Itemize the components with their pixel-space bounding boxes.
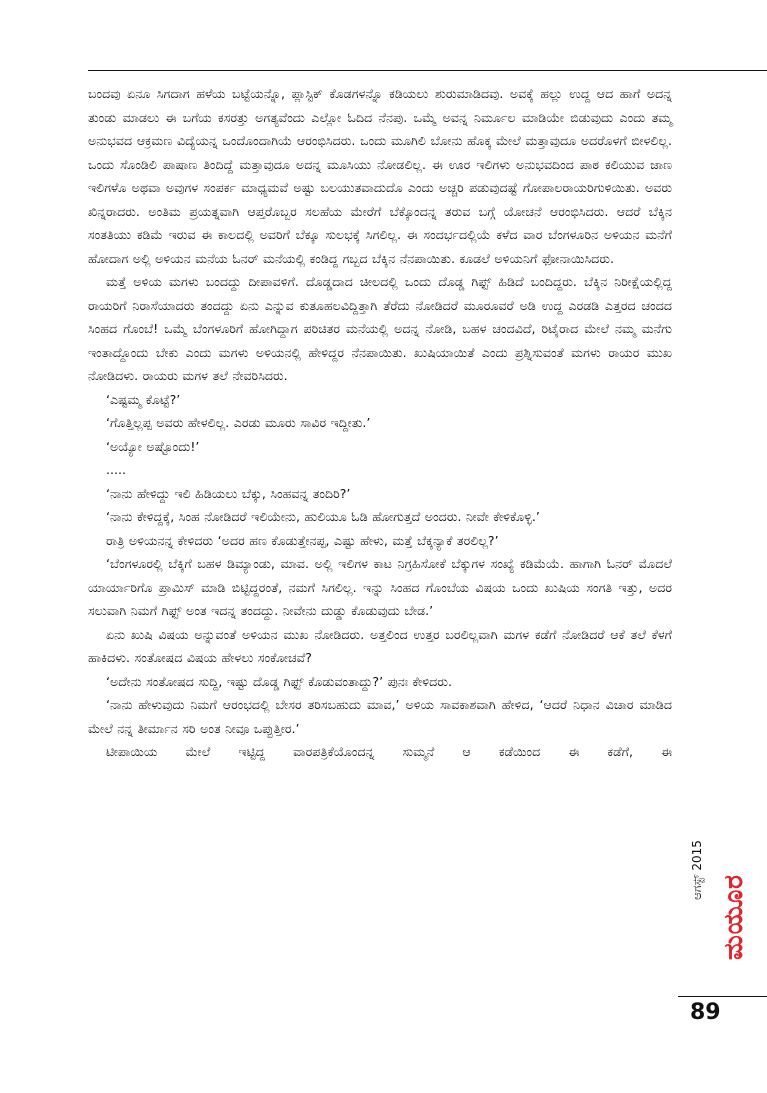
footer-rule	[678, 996, 767, 997]
page-number: 89	[690, 1000, 721, 1025]
ellipsis-line: .....	[106, 462, 127, 477]
paragraph: ಮತ್ತೆ ಅಳಿಯ ಮಗಳು ಬಂದದ್ದು ದೀಪಾವಳಿಗೆ. ದೊಡ್ಡದಾದ ಚೀಲದಲ್ಲಿ ಒಂದು ದೊಡ್ಡ ಗಿಫ್ಟ್ ಹಿಡಿದೆ ಬಂದಿದ್ದರು. ಬೆಕ್ಕಿನ ನಿರೀಕ್ಷೆಯಲ್ಲಿದ್ದ ರಾಯರಿಗೆ ನಿರಾಸೆಯಾದರು ತಂದದ್ದು ಏನು ಎನ್ನುವ ಕುತೂಹಲವಿದ್ದಿತ್ತಾಗಿ ತೆರೆದು ನೋಡಿದರೆ ಮೂರೂವರೆ ಅಡಿ ಉದ್ದ ಎರಡಡಿ ಎತ್ತರದ ಚಂದದ ಸಿಂಹದ ಗೊಂಬೆ! ಒಮ್ಮೆ ಬೆಂಗಳೂರಿಗೆ ಹೋಗಿದ್ದಾಗ ಪರಿಚಿತರ ಮನೆಯಲ್ಲಿ ಅದನ್ನ ನೋಡಿ, ಬಹಳ ಚಂದವಿದೆ, ರಿಟೈರಾದ ಮೇಲೆ ನಮ್ಮ ಮನೆಗು ಇಂತಾದ್ದೊಂದು ಬೇಕು ಎಂದು ಮಗಳು ಅಳಿಯನಲ್ಲಿ ಹೇಳಿದ್ದರ ನೆನಪಾಯಿತು. ಖುಷಿಯಾಯಿತೆ ಎಂದು ಪ್ರಶ್ನಿಸುವಂತೆ ಮಗಳು ರಾಯರ ಮುಖ ನೋಡಿದಳು. ರಾಯರು ಮಗಳ ತಲೆ ನೇವರಿಸಿದರು.	[88, 274, 672, 383]
issue-date: ಆಗಸ್ಟ್ 2015	[690, 840, 704, 900]
dialogue-line: ರಾತ್ರಿ ಅಳಿಯನನ್ನ ಕೇಳಿದರು ‘ಅದರ ಹಣ ಕೊಡುತ್ತೇನಪ್ಪ, ಎಷ್ಟು ಹೇಳು, ಮತ್ತೆ ಬೆಕ್ಕನ್ಯಾಕೆ ತರಲಿಲ್ಲ?’	[106, 532, 499, 548]
dialogue-line: ‘ಗೊತ್ತಿಲ್ಲಪ್ಪ ಅವರು ಹೇಳಲಿಲ್ಲ. ಎರಡು ಮೂರು ಸಾವಿರ ಇದ್ದೀತು.’	[106, 415, 371, 430]
paragraph: ಏನು ಖುಷಿ ವಿಷಯ ಅನ್ನುವಂತೆ ಅಳಿಯನ ಮುಖ ನೋಡಿದರು. ಅತ್ತಲಿಂದ ಉತ್ತರ ಬರಲಿಲ್ಲವಾಗಿ ಮಗಳ ಕಡೆಗೆ ನೋಡಿದರೆ ಆಕೆ ತಲೆ ಕೆಳಗೆ ಹಾಕಿದಳು. ಸಂತೋಷದ ವಿಷಯ ಹೇಳಲು ಸಂಕೋಚವೆ?	[88, 626, 672, 665]
magazine-logo: ಮಯೂರ	[719, 874, 749, 960]
paragraph-continued: ಟೀಪಾಯಿಯ ಮೇಲೆ ಇಟ್ಟಿದ್ದ ವಾರಪತ್ರಿಕೆಯೊಂದನ್ನ ಸುಮ್ಮನೆ ಆ ಕಡೆಯಿಂದ ಈ ಕಡೆಗೆ, ಈ	[106, 744, 672, 759]
top-rule	[88, 70, 767, 71]
dialogue-line: ‘ಬೆಂಗಳೂರಲ್ಲಿ ಬೆಕ್ಕಿಗೆ ಬಹಳ ಡಿಮ್ಯಾಂಡು, ಮಾವ. ಅಲ್ಲಿ ಇಲಿಗಳ ಕಾಟ ನಿಗ್ರಹಿಸೋಕೆ ಬೆಕ್ಕುಗಳ ಸಂಖ್ಯೆ ಕಡಿಮೆಯೆ. ಹಾಗಾಗಿ ಓನರ್ ಮೊದಲೆ ಯಾರ್ಯಾರಿಗೊ ಪ್ರಾಮಿಸ್ ಮಾಡಿ ಬಿಟ್ಟಿದ್ದರಂತೆ, ನಮಗೆ ಸಿಗಲಿಲ್ಲ. ಇನ್ನು ಸಿಂಹದ ಗೊಂಬೆಯ ವಿಷಯ ಒಂದು ಖುಷಿಯ ಸಂಗತಿ ಇತ್ತು, ಅದರ ಸಲುವಾಗಿ ನಿಮಗೆ ಗಿಫ್ಟ್ ಅಂತ ಇದನ್ನ ತಂದದ್ದು. ನೀವೇನು ದುಡ್ಡು ಕೊಡುವುದು ಬೇಡ.’	[88, 556, 672, 618]
dialogue-line: ‘ಅಯ್ಯೋ ಅಷ್ಟೊಂದು!’	[106, 438, 200, 454]
dialogue-line: ‘ಎಷ್ಟಮ್ಮ ಕೊಟ್ಟೆ?’	[106, 391, 181, 407]
article-body	[88, 82, 672, 764]
dialogue-line: ‘ನಾನು ಹೇಳಿದ್ದು ಇಲಿ ಹಿಡಿಯಲು ಬೆಕ್ಕು, ಸಿಂಹವನ್ನ ತಂದಿರಿ?’	[106, 485, 351, 501]
paragraph: ಬಂದವು ಏನೂ ಸಿಗದಾಗ ಹಳೆಯ ಬಟ್ಟೆಯನ್ನೊ, ಪ್ಲಾಸ್ಟಿಕ್ ಕೊಡಗಳನ್ನೊ ಕಡಿಯಲು ಶುರುಮಾಡಿದವು. ಅವಕ್ಕೆ ಹಲ್ಲು ಉದ್ದ ಆದ ಹಾಗೆ ಅದನ್ನ ತುಂಡು ಮಾಡಲು ಈ ಬಗೆಯ ಕಸರತ್ತು ಅಗತ್ಯವೆಂದು ಎಲ್ಲೋ ಓದಿದ ನೆನಪು. ಒಮ್ಮೆ ಅವನ್ನ ನಿರ್ಮೂಲ ಮಾಡಿಯೇ ಬಿಡುವುದು ಎಂದು ತಮ್ಮ ಅನುಭವದ ಆಕ್ರಮಣ ವಿದ್ಯೆಯನ್ನ ಒಂದೊಂದಾಗಿಯೆ ಆರಂಭಿಸಿದರು. ಒಂದು ಮೂಗಿಲಿ ಬೋನು ಹೊಕ್ಕ ಮೇಲೆ ಮತ್ತಾವುದೂ ಅದರೊಳಗೆ ಬೀಳಲಿಲ್ಲ. ಒಂದು ಸೊಂಡಿಲಿ ಪಾಷಾಣ ತಿಂದಿದ್ದೆ ಮತ್ತಾವುದೂ ಅದನ್ನ ಮೂಸಿಯು ನೋಡಲಿಲ್ಲ. ಈ ಊರ ಇಲಿಗಳು ಅನುಭವದಿಂದ ಪಾಠ ಕಲಿಯುವ ಜಾಣ ಇಲಿಗಳೊ ಅಥವಾ ಅವುಗಳ ಸಂಪರ್ಕ ಮಾಧ್ಯಮವೆ ಅಷ್ಟು ಬಲಯುತವಾದುದೊ ಎಂದು ಅಚ್ಚರಿ ಪಡುವುದಷ್ಟೆ ಗೋಪಾಲರಾಯರಿಗುಳಿಯಿತು. ಅವರು ಖಿನ್ನರಾದರು. ಅಂತಿಮ ಪ್ರಯತ್ನವಾಗಿ ಆಪ್ತರೊಬ್ಬರ ಸಲಹೆಯ ಮೇರೆಗೆ ಬೆಕ್ಕೊಂದನ್ನ ತರುವ ಬಗ್ಗೆ ಯೋಚನೆ ಆರಂಭಿಸಿದರು. ಆದರೆ ಬೆಕ್ಕಿನ ಸಂತತಿಯು ಕಡಿಮೆ ಇರುವ ಈ ಕಾಲದಲ್ಲಿ ಅವರಿಗೆ ಬೆಕ್ಕೂ ಸುಲಭಕ್ಕೆ ಸಿಗಲಿಲ್ಲ. ಈ ಸಂದರ್ಭದಲ್ಲಿಯೆ ಕಳೆದ ವಾರ ಬೆಂಗಳೂರಿನ ಅಳಿಯನ ಮನೆಗೆ ಹೋದಾಗ ಅಲ್ಲಿ ಅಳಿಯನ ಮನೆಯ ಓನರ್ ಮನೆಯಲ್ಲಿ ಕಂಡಿದ್ದ ಗಬ್ಬದ ಬೆಕ್ಕಿನ ನೆನಪಾಯಿತು. ಕೂಡಲೆ ಅಳಿಯನಿಗೆ ಫೋನಾಯಿಸಿದರು.	[88, 86, 672, 266]
dialogue-line: ‘ನಾನು ಕೇಳಿದ್ದಕ್ಕೆ, ಸಿಂಹ ನೋಡಿದರೆ ಇಲಿಯೇನು, ಹುಲಿಯೂ ಓಡಿ ಹೋಗುತ್ತದೆ ಅಂದರು. ನೀವೇ ಕೇಳಿಕೊಳ್ಳಿ.’	[106, 509, 540, 524]
dialogue-line: ‘ಅದೇನು ಸಂತೋಷದ ಸುದ್ದಿ, ಇಷ್ಟು ದೊಡ್ಡ ಗಿಫ್ಟ್ ಕೊಡುವಂತಾದ್ದು?’ ಪುನಃ ಕೇಳಿದರು.	[106, 673, 452, 689]
dialogue-line: ‘ನಾನು ಹೇಳುವುದು ನಿಮಗೆ ಆರಂಭದಲ್ಲಿ ಬೇಸರ ತರಿಸಬಹುದು ಮಾವ,’ ಅಳಿಯ ಸಾವಕಾಶವಾಗಿ ಹೇಳಿದ, ‘ಆದರೆ ನಿಧಾನ ವಿಚಾರ ಮಾಡಿದ ಮೇಲೆ ನನ್ನ ತೀರ್ಮಾನ ಸರಿ ಅಂತ ನೀವೂ ಒಪ್ಪುತ್ತೀರ.’	[88, 697, 672, 736]
